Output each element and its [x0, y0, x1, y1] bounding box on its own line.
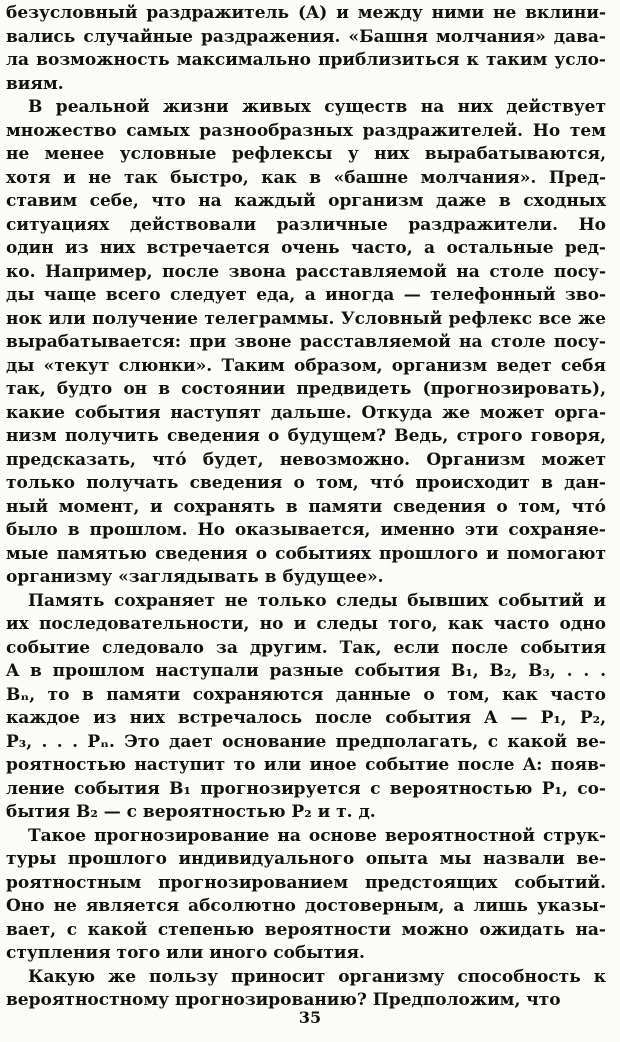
- text-line: вырабатывается: при звоне расставляемой на столе посу-: [6, 332, 606, 352]
- text-line: Память сохраняет не только следы бывших событий и: [28, 590, 606, 611]
- text-line: бытия B₂ — с вероятностью P₂ и т. д.: [6, 802, 376, 822]
- text-line: мые памятью сведения о событиях прошлого и помогают: [6, 543, 606, 564]
- text-line: Bₙ, то в памяти сохраняются данные о том, как часто: [6, 684, 606, 705]
- text-line: ставим себе, что на каждый организм даже в сходных: [6, 191, 606, 211]
- text-line: ко. Например, после звона расставляемой на столе посу-: [6, 261, 606, 282]
- paragraph: [6, 96, 606, 590]
- text-line: организму «заглядывать в будущее».: [6, 567, 384, 587]
- text-line: безусловный раздражитель (A) и между ними не вклини-: [6, 3, 606, 23]
- text-line: ды чаще всего следует еда, а иногда — телефонный зво-: [6, 285, 606, 305]
- paragraph: [6, 590, 606, 825]
- text-line: нок или получение телеграммы. Условный рефлекс все же: [6, 308, 606, 329]
- text-line: вероятностному прогнозированию? Предположим, что: [6, 990, 561, 1010]
- text-line: каждое из них встречалось после события A — P₁, P₂,: [6, 708, 606, 728]
- text-line: предсказать, что́ будет, невозможно. Организм может: [6, 449, 606, 470]
- text-body: [6, 2, 606, 1013]
- text-line: Какую же пользу приносит организму способность к: [28, 966, 606, 987]
- text-line: низм получить сведения о будущем? Ведь, строго говоря,: [6, 426, 606, 446]
- paragraph: [6, 825, 606, 966]
- text-line: событие следовало за другим. Так, если после события: [6, 637, 606, 658]
- text-line: P₃, . . . Pₙ. Это дает основание предполагать, с какой ве-: [6, 731, 606, 752]
- text-line: вает, с какой степенью вероятности можно ожидать на-: [6, 919, 606, 940]
- text-line: Оно не является абсолютно достоверным, а лишь указы-: [6, 896, 606, 916]
- text-line: ный момент, и сохранять в памяти сведения о том, что́: [6, 496, 606, 517]
- text-line: было в прошлом. Но оказывается, именно эти сохраняе-: [6, 520, 606, 540]
- text-line: ла возможность максимально приблизиться к таким усло-: [6, 50, 606, 70]
- text-line: Такое прогнозирование на основе вероятностной струк-: [28, 825, 606, 846]
- text-line: множество самых разнообразных раздражителей. Но тем: [6, 120, 606, 141]
- text-line: виям.: [6, 73, 64, 94]
- text-line: так, будто он в состоянии предвидеть (прогнозировать),: [6, 379, 606, 399]
- text-line: роятностью наступит то или иное событие после A: появ-: [6, 755, 606, 775]
- text-line: В реальной жизни живых существ на них действует: [28, 97, 606, 117]
- page-number: 35: [298, 1008, 322, 1027]
- text-line: один из них встречается очень часто, а остальные ред-: [6, 238, 606, 258]
- text-line: вались случайные раздражения. «Башня молчания» дава-: [6, 26, 606, 47]
- text-line: только получать сведения о том, что́ происходит в дан-: [6, 473, 606, 493]
- text-line: какие события наступят дальше. Откуда же может орга-: [6, 402, 606, 423]
- text-line: хотя и не так быстро, как в «башне молчания». Пред-: [6, 167, 606, 188]
- text-line: не менее условные рефлексы у них вырабатываются,: [6, 144, 606, 164]
- text-line: их последовательности, но и следы того, как часто одно: [6, 614, 606, 634]
- text-line: A в прошлом наступали разные события B₁, B₂, B₃, . . .: [6, 661, 606, 681]
- text-line: туры прошлого индивидуального опыта мы назвали ве-: [6, 849, 606, 869]
- text-line: ление события B₁ прогнозируется с вероятностью P₁, со-: [6, 778, 606, 799]
- text-line: роятностным прогнозированием предстоящих событий.: [6, 872, 606, 893]
- text-line: ды «текут слюнки». Таким образом, организм ведет себя: [6, 355, 606, 376]
- text-line: ситуациях действовали различные раздражители. Но: [6, 214, 606, 235]
- paragraph: [6, 2, 606, 96]
- text-line: ступления того или иного события.: [6, 943, 365, 963]
